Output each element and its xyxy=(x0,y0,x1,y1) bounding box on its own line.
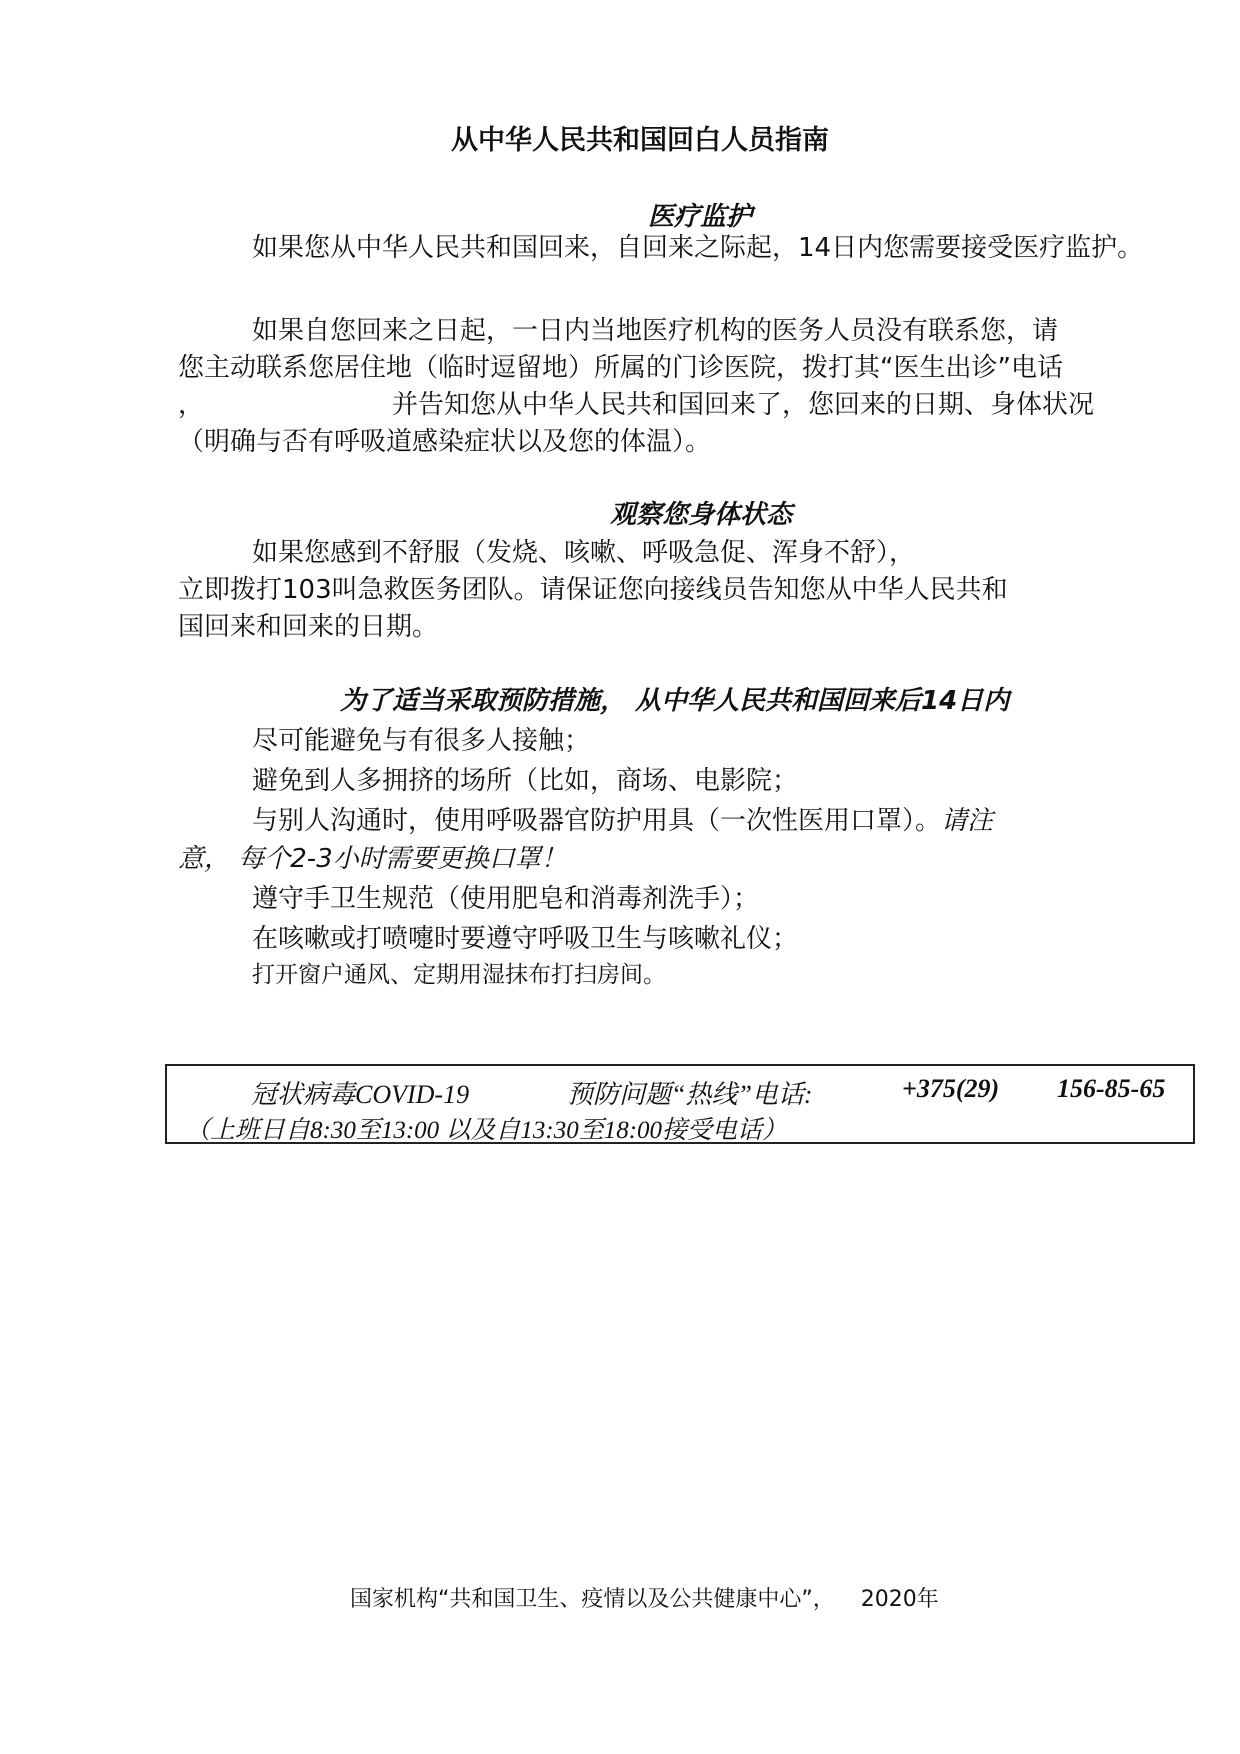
medical-p2-line3a: ， xyxy=(178,390,205,420)
observe-line3: 国回来和回来的日期。 xyxy=(178,612,439,642)
medical-p2-line2: 您主动联系您居住地（临时逗留地）所属的门诊医院，拨打其“医生出诊”电话 xyxy=(178,353,1063,383)
prevention-item-4: 遵守手卫生规范（使用肥皂和消毒剂洗手）； xyxy=(252,884,760,914)
prevention-item-1: 尽可能避免与有很多人接触； xyxy=(252,726,591,756)
prevention-item-3-text: 与别人沟通时，使用呼吸器官防护用具（一次性医用口罩）。 xyxy=(252,806,942,836)
heading-observe: 观察您身体状态 xyxy=(610,500,793,530)
prevention-item-2: 避免到人多拥挤的场所（比如，商场、电影院； xyxy=(252,766,799,796)
hotline-label-a: 冠状病毒COVID-19 xyxy=(251,1080,470,1109)
mask-note-part2: 意， 每个2-3小时需要更换口罩！ xyxy=(178,844,567,874)
heading-medical: 医疗监护 xyxy=(648,202,753,232)
prevention-item-5: 在咳嗽或打喷嚏时要遵守呼吸卫生与咳嗽礼仪； xyxy=(252,924,799,954)
heading-prevention: 为了适当采取预防措施， 从中华人民共和国回来后14日内 xyxy=(340,686,1010,716)
observe-line2: 立即拨打103叫急救医务团队。请保证您向接线员告知您从中华人民共和 xyxy=(178,575,1008,605)
page-title: 从中华人民共和国回白人员指南 xyxy=(451,125,829,156)
observe-line1: 如果您感到不舒服（发烧、咳嗽、呼吸急促、浑身不舒）， xyxy=(252,538,916,568)
medical-p2-line3b: 并告知您从中华人民共和国回来了，您回来的日期、身体状况 xyxy=(392,390,1095,420)
footer xyxy=(350,1582,939,1613)
paragraph-medical-1 xyxy=(178,230,1178,267)
footer-org: 国家机构“共和国卫生、疫情以及公共健康中心”， xyxy=(350,1587,835,1612)
medical-p2-line4: （明确与否有呼吸道感染症状以及您的体温）。 xyxy=(178,427,712,457)
hotline-box xyxy=(165,1064,1195,1144)
hotline-phone-code: +375(29) xyxy=(902,1074,1000,1103)
hotline-label-b: 预防问题“热线”电话: xyxy=(567,1080,813,1109)
medical-p1-text: 如果您从中华人民共和国回来，自回来之际起，14日内您需要接受医疗监护。 xyxy=(252,233,1144,263)
hotline-phone-number: 156-85-65 xyxy=(1057,1074,1166,1103)
footer-year: 2020年 xyxy=(860,1587,939,1612)
medical-p2-line1: 如果自您回来之日起，一日内当地医疗机构的医务人员没有联系您，请 xyxy=(252,316,1059,346)
hotline-hours: （上班日自8:30至13:00 以及自13:30至18:00接受电话） xyxy=(185,1117,788,1144)
prevention-item-3 xyxy=(252,800,993,837)
prevention-item-6: 打开窗户通风、定期用湿抹布打扫房间。 xyxy=(252,962,666,988)
mask-note-part1: 请注 xyxy=(941,806,994,836)
